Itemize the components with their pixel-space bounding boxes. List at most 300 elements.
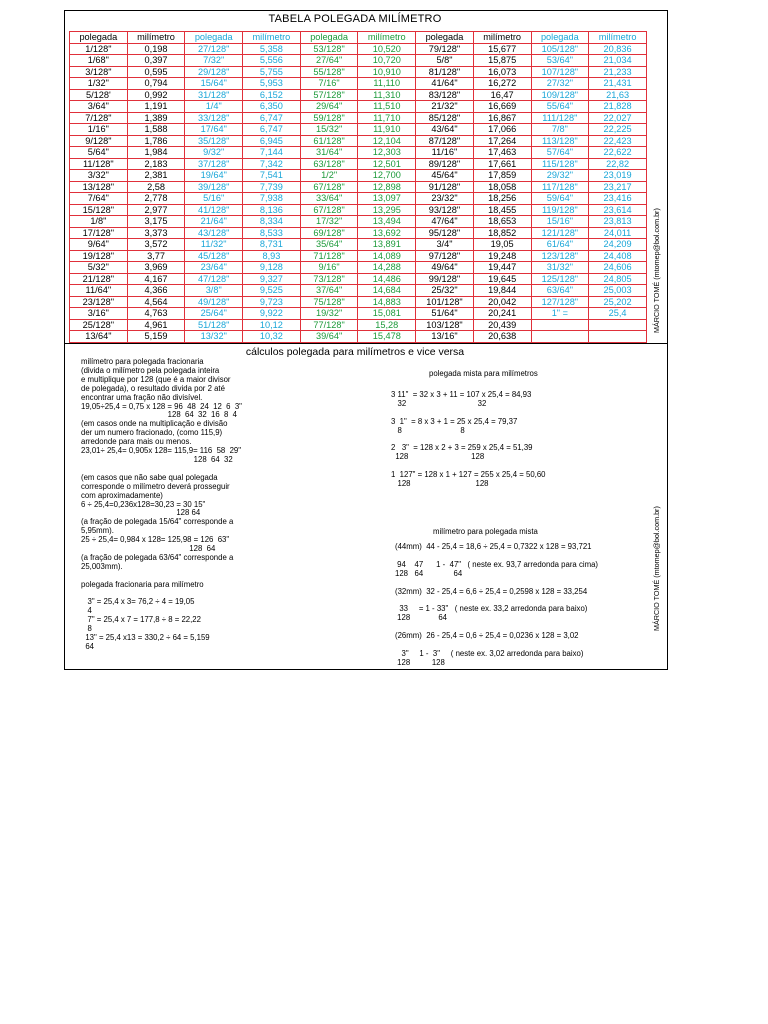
table-cell: 19/128" bbox=[70, 250, 128, 262]
table-cell: 59/128" bbox=[300, 112, 358, 124]
table-cell: 17,859 bbox=[473, 170, 531, 182]
table-cell: 3,77 bbox=[127, 250, 185, 262]
table-cell: 1/8" bbox=[70, 216, 128, 228]
table-cell: 4,961 bbox=[127, 319, 185, 331]
table-row bbox=[70, 239, 647, 251]
table-cell: 8,533 bbox=[243, 227, 301, 239]
calc-section-title: cálculos polegada para milímetros e vice versa bbox=[245, 346, 465, 358]
text-line: de polegada), o resultado divida por 2 até bbox=[81, 383, 225, 393]
table-cell: 1,786 bbox=[127, 135, 185, 147]
table-cell: 51/64" bbox=[416, 308, 474, 320]
table-cell: 10,520 bbox=[358, 43, 416, 55]
text-line: 94 47 1 - 47" ( neste ex. 93,7 arredonda para cima) bbox=[395, 559, 598, 569]
text-line: arredonde para mais ou menos. bbox=[81, 437, 192, 447]
table-row bbox=[70, 250, 647, 262]
table-cell: 1" = bbox=[531, 308, 589, 320]
text-line: 128 64 bbox=[81, 544, 216, 554]
table-cell: 15,081 bbox=[358, 308, 416, 320]
table-cell: 51/128" bbox=[185, 319, 243, 331]
text-line: 4 bbox=[81, 606, 92, 616]
table-cell: 3/32" bbox=[70, 170, 128, 182]
table-cell: 31/32" bbox=[531, 262, 589, 274]
table-cell: 47/64" bbox=[416, 216, 474, 228]
column-header: polegada bbox=[300, 32, 358, 44]
table-cell: 24,408 bbox=[589, 250, 647, 262]
table-cell: 21,034 bbox=[589, 55, 647, 67]
table-cell: 5,159 bbox=[127, 331, 185, 343]
table-cell: 9,327 bbox=[243, 273, 301, 285]
table-cell: 97/128" bbox=[416, 250, 474, 262]
table-cell: 11,110 bbox=[358, 78, 416, 90]
table-cell: 117/128" bbox=[531, 181, 589, 193]
table-cell: 9/128" bbox=[70, 135, 128, 147]
table-cell: 9,922 bbox=[243, 308, 301, 320]
table-cell: 23/64" bbox=[185, 262, 243, 274]
table-cell: 24,805 bbox=[589, 273, 647, 285]
table-cell: 53/128" bbox=[300, 43, 358, 55]
table-cell: 1/68" bbox=[70, 55, 128, 67]
table-cell: 0,198 bbox=[127, 43, 185, 55]
table-cell: 21/128" bbox=[70, 273, 128, 285]
table-cell: 5/16" bbox=[185, 193, 243, 205]
table-cell: 14,883 bbox=[358, 296, 416, 308]
text-line: com aproximadamente) bbox=[81, 490, 163, 500]
column-header: milímetro bbox=[473, 32, 531, 44]
table-cell: 17,264 bbox=[473, 135, 531, 147]
table-cell: 6,152 bbox=[243, 89, 301, 101]
table-cell: 19/32" bbox=[300, 308, 358, 320]
table-cell: 13,891 bbox=[358, 239, 416, 251]
table-cell: 29/32" bbox=[531, 170, 589, 182]
table-cell: 35/128" bbox=[185, 135, 243, 147]
table-cell: 12,104 bbox=[358, 135, 416, 147]
text-line: (a fração de polegada 15/64" corresponde a bbox=[81, 517, 234, 527]
table-cell: 11/16" bbox=[416, 147, 474, 159]
table-cell: 11/32" bbox=[185, 239, 243, 251]
text-line: (em casos onde na multiplicação e divisão bbox=[81, 419, 228, 429]
table-cell: 7,144 bbox=[243, 147, 301, 159]
table-header-row bbox=[70, 32, 647, 44]
table-cell bbox=[589, 331, 647, 343]
text-line: 7" = 25,4 x 7 = 177,8 ÷ 8 = 22,22 bbox=[81, 615, 201, 625]
table-cell: 1/32" bbox=[70, 78, 128, 90]
text-line: 33 = 1 - 33" ( neste ex. 33,2 arredonda para baixo) bbox=[395, 604, 588, 614]
column-header: milímetro bbox=[127, 32, 185, 44]
table-cell: 81/128" bbox=[416, 66, 474, 78]
table-cell: 17/128" bbox=[70, 227, 128, 239]
column-header: milímetro bbox=[358, 32, 416, 44]
text-line: 32 32 bbox=[391, 398, 487, 408]
table-cell: 18,455 bbox=[473, 204, 531, 216]
table-cell: 119/128" bbox=[531, 204, 589, 216]
table-cell: 67/128" bbox=[300, 181, 358, 193]
table-cell: 57/64" bbox=[531, 147, 589, 159]
table-cell bbox=[531, 331, 589, 343]
table-cell: 115/128" bbox=[531, 158, 589, 170]
table-cell: 25/128" bbox=[70, 319, 128, 331]
table-cell: 15,28 bbox=[358, 319, 416, 331]
table-row bbox=[70, 193, 647, 205]
table-cell: 23,217 bbox=[589, 181, 647, 193]
table-cell: 43/64" bbox=[416, 124, 474, 136]
table-cell: 16,272 bbox=[473, 78, 531, 90]
table-cell: 7,938 bbox=[243, 193, 301, 205]
table-cell: 18,653 bbox=[473, 216, 531, 228]
table-row bbox=[70, 227, 647, 239]
table-cell: 11,910 bbox=[358, 124, 416, 136]
table-cell: 8,731 bbox=[243, 239, 301, 251]
table-cell: 39/128" bbox=[185, 181, 243, 193]
table-cell: 8,136 bbox=[243, 204, 301, 216]
table-cell: 39/64" bbox=[300, 331, 358, 343]
table-row bbox=[70, 158, 647, 170]
table-cell: 67/128" bbox=[300, 204, 358, 216]
table-cell: 43/128" bbox=[185, 227, 243, 239]
table-cell: 3/8" bbox=[185, 285, 243, 297]
table-cell: 2,977 bbox=[127, 204, 185, 216]
table-cell: 5/128' bbox=[70, 89, 128, 101]
table-cell: 11/128" bbox=[70, 158, 128, 170]
text-line: 128 128 bbox=[391, 452, 485, 462]
table-cell: 29/64" bbox=[300, 101, 358, 113]
table-cell: 13,097 bbox=[358, 193, 416, 205]
text-line: (26mm) 26 - 25,4 = 0,6 ÷ 25,4 = 0,0236 x 128 = 3,02 bbox=[395, 631, 579, 641]
text-line: 128 64 32 bbox=[81, 454, 233, 464]
table-cell: 37/128" bbox=[185, 158, 243, 170]
table-cell: 16,47 bbox=[473, 89, 531, 101]
table-cell: 18,852 bbox=[473, 227, 531, 239]
text-line: 128 64 64 bbox=[395, 568, 463, 578]
text-line: 128 128 bbox=[395, 657, 445, 667]
table-cell: 69/128" bbox=[300, 227, 358, 239]
table-cell: 53/64" bbox=[531, 55, 589, 67]
table-cell: 3/128" bbox=[70, 66, 128, 78]
table-cell: 49/64" bbox=[416, 262, 474, 274]
table-cell: 12,898 bbox=[358, 181, 416, 193]
text-line: (divida o milímetro pela polegada inteira bbox=[81, 365, 220, 375]
table-cell: 4,167 bbox=[127, 273, 185, 285]
text-line: 5,95mm). bbox=[81, 526, 114, 536]
table-cell: 23/32" bbox=[416, 193, 474, 205]
table-cell: 19,05 bbox=[473, 239, 531, 251]
text-line: 2 3" = 128 x 2 + 3 = 259 x 25,4 = 51,39 bbox=[391, 443, 533, 453]
table-cell: 2,58 bbox=[127, 181, 185, 193]
table-cell: 1/4" bbox=[185, 101, 243, 113]
table-cell: 19,248 bbox=[473, 250, 531, 262]
table-cell: 20,836 bbox=[589, 43, 647, 55]
table-cell: 5/64" bbox=[70, 147, 128, 159]
table-cell: 10,910 bbox=[358, 66, 416, 78]
table-cell: 11,710 bbox=[358, 112, 416, 124]
table-cell: 55/64" bbox=[531, 101, 589, 113]
table-cell: 15,478 bbox=[358, 331, 416, 343]
text-line: corresponde o milímetro deverá prosseguir bbox=[81, 481, 230, 491]
text-line: 128 64 bbox=[395, 613, 448, 623]
table-cell: 2,183 bbox=[127, 158, 185, 170]
table-cell: 31/128" bbox=[185, 89, 243, 101]
text-line: 19,05÷25,4 = 0,75 x 128 = 96 48 24 12 6 3" bbox=[81, 401, 242, 411]
table-cell: 29/128" bbox=[185, 66, 243, 78]
table-cell: 59/64" bbox=[531, 193, 589, 205]
column-header: polegada bbox=[185, 32, 243, 44]
table-cell: 10,720 bbox=[358, 55, 416, 67]
table-cell: 8,93 bbox=[243, 250, 301, 262]
text-line: 64 bbox=[81, 642, 95, 651]
table-cell: 9/32" bbox=[185, 147, 243, 159]
mixed-to-mm-title: polegada mista para milímetros bbox=[429, 369, 538, 378]
table-cell: 6,350 bbox=[243, 101, 301, 113]
text-line: 6 ÷ 25,4=0,236x128=30,23 = 30 15" bbox=[81, 499, 206, 509]
table-cell: 16,669 bbox=[473, 101, 531, 113]
table-cell: 55/128" bbox=[300, 66, 358, 78]
table-cell: 15/128" bbox=[70, 204, 128, 216]
table-cell: 17,066 bbox=[473, 124, 531, 136]
table-cell: 5,358 bbox=[243, 43, 301, 55]
table-cell: 61/64" bbox=[531, 239, 589, 251]
table-cell: 7/8" bbox=[531, 124, 589, 136]
table-cell: 16,867 bbox=[473, 112, 531, 124]
text-line: (44mm) 44 - 25,4 = 18,6 ÷ 25,4 = 0,7322 x 128 = 93,721 bbox=[395, 542, 592, 551]
column-header: milímetro bbox=[589, 32, 647, 44]
table-cell: 13,295 bbox=[358, 204, 416, 216]
table-cell: 21/64" bbox=[185, 216, 243, 228]
mm-to-mixed-examples bbox=[395, 543, 598, 668]
table-cell: 93/128" bbox=[416, 204, 474, 216]
table-cell: 18,256 bbox=[473, 193, 531, 205]
table-cell: 13/64" bbox=[70, 331, 128, 343]
calc-left-column bbox=[81, 358, 242, 652]
table-cell: 83/128" bbox=[416, 89, 474, 101]
table-cell: 95/128" bbox=[416, 227, 474, 239]
table-cell: 73/128" bbox=[300, 273, 358, 285]
table-cell: 20,241 bbox=[473, 308, 531, 320]
table-cell: 0,992 bbox=[127, 89, 185, 101]
column-header: polegada bbox=[531, 32, 589, 44]
table-cell: 23,614 bbox=[589, 204, 647, 216]
table-cell: 113/128" bbox=[531, 135, 589, 147]
table-cell: 0,595 bbox=[127, 66, 185, 78]
table-row bbox=[70, 296, 647, 308]
column-header: polegada bbox=[416, 32, 474, 44]
mixed-to-mm-examples bbox=[391, 391, 546, 489]
table-cell: 127/128" bbox=[531, 296, 589, 308]
table-cell: 22,82 bbox=[589, 158, 647, 170]
table-cell: 111/128" bbox=[531, 112, 589, 124]
text-line: 25 ÷ 25,4= 0,984 x 128= 125,98 = 126 63" bbox=[81, 535, 230, 545]
table-cell: 71/128" bbox=[300, 250, 358, 262]
table-cell: 105/128" bbox=[531, 43, 589, 55]
table-cell: 17/64" bbox=[185, 124, 243, 136]
table-cell: 9/64" bbox=[70, 239, 128, 251]
table-row bbox=[70, 285, 647, 297]
table-cell: 21/32" bbox=[416, 101, 474, 113]
table-cell: 107/128" bbox=[531, 66, 589, 78]
table-cell: 19,645 bbox=[473, 273, 531, 285]
table-cell: 13/32" bbox=[185, 331, 243, 343]
table-cell: 3,175 bbox=[127, 216, 185, 228]
text-line: 23,01÷ 25,4= 0,905x 128= 115,9= 116 58 29" bbox=[81, 446, 242, 456]
table-cell: 13,494 bbox=[358, 216, 416, 228]
table-row bbox=[70, 43, 647, 55]
table-cell: 91/128" bbox=[416, 181, 474, 193]
table-cell: 22,423 bbox=[589, 135, 647, 147]
table-cell: 21,63 bbox=[589, 89, 647, 101]
table-cell: 85/128" bbox=[416, 112, 474, 124]
table-cell: 15/64" bbox=[185, 78, 243, 90]
table-cell: 13/128" bbox=[70, 181, 128, 193]
table-cell: 5/8" bbox=[416, 55, 474, 67]
table-cell: 33/128" bbox=[185, 112, 243, 124]
table-cell: 1,389 bbox=[127, 112, 185, 124]
text-line: 3 1" = 8 x 3 + 1 = 25 x 25,4 = 79,37 bbox=[391, 416, 518, 426]
table-cell: 47/128" bbox=[185, 273, 243, 285]
table-row bbox=[70, 55, 647, 67]
table-cell: 5/32" bbox=[70, 262, 128, 274]
table-cell: 1/2" bbox=[300, 170, 358, 182]
table-cell: 9/16" bbox=[300, 262, 358, 274]
table-cell: 25,4 bbox=[589, 308, 647, 320]
table-cell: 7,342 bbox=[243, 158, 301, 170]
table-cell: 16,073 bbox=[473, 66, 531, 78]
table-cell: 1,984 bbox=[127, 147, 185, 159]
text-line: der um numero fracionado, (como 115,9) bbox=[81, 428, 223, 438]
calc-author-credit: MÁRCIO TOMÉ (mtomep@bol.com.br) bbox=[652, 506, 661, 631]
table-cell: 20,042 bbox=[473, 296, 531, 308]
table-cell: 24,209 bbox=[589, 239, 647, 251]
table-cell: 25/64" bbox=[185, 308, 243, 320]
table-cell: 15/32" bbox=[300, 124, 358, 136]
table-cell: 22,027 bbox=[589, 112, 647, 124]
table-cell: 7,739 bbox=[243, 181, 301, 193]
table-cell: 49/128" bbox=[185, 296, 243, 308]
text-line: 1 127" = 128 x 1 + 127 = 255 x 25,4 = 50,60 bbox=[391, 470, 546, 480]
table-cell: 15,875 bbox=[473, 55, 531, 67]
table-cell: 11,510 bbox=[358, 101, 416, 113]
table-row bbox=[70, 78, 647, 90]
table-cell: 17,463 bbox=[473, 147, 531, 159]
table-cell: 15,677 bbox=[473, 43, 531, 55]
table-cell: 33/64" bbox=[300, 193, 358, 205]
table-row bbox=[70, 112, 647, 124]
table-row bbox=[70, 308, 647, 320]
table-cell: 87/128" bbox=[416, 135, 474, 147]
table-cell: 101/128" bbox=[416, 296, 474, 308]
table-cell: 1/128" bbox=[70, 43, 128, 55]
table-cell: 77/128" bbox=[300, 319, 358, 331]
table-cell: 27/32" bbox=[531, 78, 589, 90]
table-cell: 23,019 bbox=[589, 170, 647, 182]
table-cell: 27/64" bbox=[300, 55, 358, 67]
table-cell: 5,556 bbox=[243, 55, 301, 67]
table-title: TABELA POLEGADA MILÍMETRO bbox=[268, 13, 442, 25]
table-cell: 14,288 bbox=[358, 262, 416, 274]
table-cell: 45/64" bbox=[416, 170, 474, 182]
table-cell: 10,12 bbox=[243, 319, 301, 331]
table-cell: 45/128" bbox=[185, 250, 243, 262]
table-cell: 13,692 bbox=[358, 227, 416, 239]
table-row bbox=[70, 66, 647, 78]
text-line: 3 11" = 32 x 3 + 11 = 107 x 25,4 = 84,93 bbox=[391, 390, 532, 399]
table-cell: 4,763 bbox=[127, 308, 185, 320]
table-cell: 23,813 bbox=[589, 216, 647, 228]
section-divider bbox=[65, 343, 667, 344]
table-row bbox=[70, 170, 647, 182]
table-cell: 25,202 bbox=[589, 296, 647, 308]
table-cell: 6,945 bbox=[243, 135, 301, 147]
table-row bbox=[70, 319, 647, 331]
table-cell: 7/128" bbox=[70, 112, 128, 124]
table-cell: 0,794 bbox=[127, 78, 185, 90]
table-cell: 19,447 bbox=[473, 262, 531, 274]
table-cell: 9,128 bbox=[243, 262, 301, 274]
text-line: 3" = 25,4 x 3= 76,2 ÷ 4 = 19,05 bbox=[81, 597, 195, 607]
table-cell: 63/64" bbox=[531, 285, 589, 297]
table-cell: 7/64" bbox=[70, 193, 128, 205]
table-cell: 20,638 bbox=[473, 331, 531, 343]
table-cell: 12,501 bbox=[358, 158, 416, 170]
text-line: 3" 1 - 3" ( neste ex. 3,02 arredonda para baixo) bbox=[395, 648, 584, 658]
table-cell: 7,541 bbox=[243, 170, 301, 182]
table-cell: 9,723 bbox=[243, 296, 301, 308]
column-header: polegada bbox=[70, 32, 128, 44]
table-cell: 20,439 bbox=[473, 319, 531, 331]
table-cell: 9,525 bbox=[243, 285, 301, 297]
text-line: e multiplique por 128 (que é a maior divisor bbox=[81, 374, 231, 384]
table-cell: 57/128" bbox=[300, 89, 358, 101]
table-cell: 14,684 bbox=[358, 285, 416, 297]
table-cell: 4,564 bbox=[127, 296, 185, 308]
table-cell: 21,431 bbox=[589, 78, 647, 90]
table-cell: 24,606 bbox=[589, 262, 647, 274]
table-cell: 27/128" bbox=[185, 43, 243, 55]
table-cell: 41/128" bbox=[185, 204, 243, 216]
document-sheet bbox=[64, 10, 668, 670]
table-row bbox=[70, 147, 647, 159]
table-cell: 17/32" bbox=[300, 216, 358, 228]
table-row bbox=[70, 135, 647, 147]
table-cell: 35/64" bbox=[300, 239, 358, 251]
table-cell: 2,778 bbox=[127, 193, 185, 205]
text-line: 128 64 bbox=[81, 508, 201, 518]
table-cell: 31/64" bbox=[300, 147, 358, 159]
table-cell: 21,233 bbox=[589, 66, 647, 78]
table-cell: 8,334 bbox=[243, 216, 301, 228]
text-line: (em casos que não sabe qual polegada bbox=[81, 472, 218, 482]
table-cell: 25,003 bbox=[589, 285, 647, 297]
table-cell: 23,416 bbox=[589, 193, 647, 205]
table-cell: 4,366 bbox=[127, 285, 185, 297]
text-line: encontrar uma fração não divisível. bbox=[81, 392, 203, 402]
text-line: 13" = 25,4 x13 = 330,2 ÷ 64 = 5,159 bbox=[81, 633, 210, 643]
table-cell: 3,969 bbox=[127, 262, 185, 274]
table-row bbox=[70, 181, 647, 193]
table-cell: 121/128" bbox=[531, 227, 589, 239]
text-line: 128 64 32 16 8 4 bbox=[81, 410, 238, 420]
table-cell: 125/128" bbox=[531, 273, 589, 285]
table-cell: 1/16" bbox=[70, 124, 128, 136]
table-cell: 11/64" bbox=[70, 285, 128, 297]
table-cell: 89/128" bbox=[416, 158, 474, 170]
table-row bbox=[70, 89, 647, 101]
table-row bbox=[70, 273, 647, 285]
text-line: 25,003mm). bbox=[81, 561, 123, 571]
table-author-credit: MÁRCIO TOMÉ (mtomep@bol.com.br) bbox=[652, 208, 661, 333]
table-cell bbox=[589, 319, 647, 331]
table-row bbox=[70, 216, 647, 228]
table-row bbox=[70, 331, 647, 343]
table-cell: 11,310 bbox=[358, 89, 416, 101]
table-cell: 3/16" bbox=[70, 308, 128, 320]
